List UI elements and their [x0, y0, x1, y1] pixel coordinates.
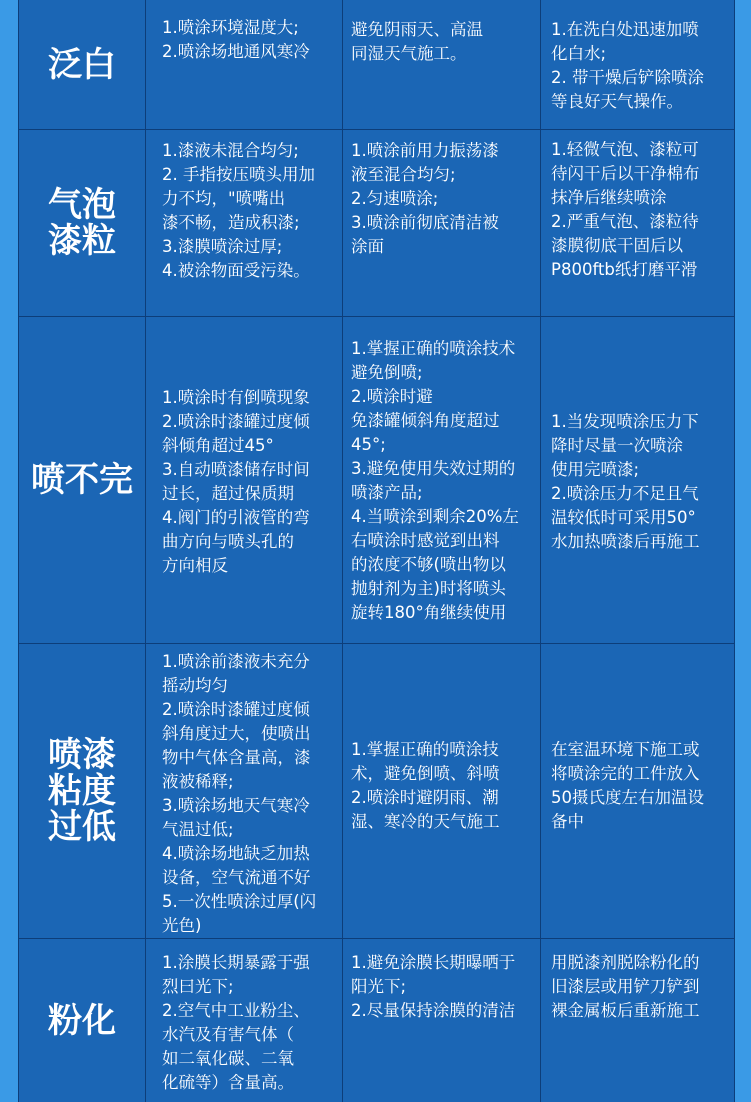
cause-cell: 1.涂膜长期暴露于强 烈曰光下; 2.空气中工业粉尘、 水汽及有害气体（ 如二氧化碳、二氧 化硫等）含量高。 [146, 939, 343, 1102]
remedy-cell: 1.在洗白处迅速加喷 化白水; 2. 带干燥后铲除喷涂 等良好天气操作。 [551, 20, 704, 111]
cause-cell: 1.喷涂环境湿度大; 2.喷涂场地通风寒冷 [146, 0, 343, 129]
remedy-cell: 在室温环境下施工或 将喷涂完的工件放入 50摄氏度左右加温设 备中 [551, 740, 704, 831]
remedy-cell: 用脱漆剂脱除粉化的 旧漆层或用铲刀铲到 裸金属板后重新施工 [551, 953, 700, 1020]
table-row [19, 939, 734, 1102]
prevention-cell: 1.掌握正确的喷涂技术 避免倒喷; 2.喷涂时避 免漆罐倾斜角度超过 45°; 3.避免使用失效过期的 喷漆产品; 4.当喷涂到剩余20%左 右喷涂时感觉到出料 的浓度不够(喷出物以 抛射剂为主)时将喷头 旋转180°角继续使用 [343, 317, 541, 643]
defect-table [18, 0, 735, 1102]
defect-name: 喷不完 [19, 317, 146, 643]
table-row [19, 317, 734, 644]
cause-cell: 1.漆液未混合均匀; 2. 手指按压喷头用加 力不均，"喷嘴出 漆不畅，造成积漆; 3.漆膜喷涂过厚; 4.被涂物面受污染。 [146, 130, 343, 316]
defect-name: 气泡 漆粒 [19, 130, 146, 316]
cause-cell: 1.喷涂时有倒喷现象 2.喷涂时漆罐过度倾 斜倾角超过45° 3.自动喷漆储存时间 过长，超过保质期 4.阀门的引液管的弯 曲方向与喷头孔的 方向相反 [146, 317, 343, 643]
defect-name: 泛白 [19, 0, 146, 129]
prevention-cell: 避免阴雨天、高温 同湿天气施工。 [343, 0, 541, 129]
prevention-cell: 1.喷涂前用力振荡漆 液至混合均匀; 2.匀速喷涂; 3.喷涂前彻底清洁被 涂面 [343, 130, 541, 316]
remedy-cell: 1.轻微气泡、漆粒可 待闪干后以干净棉布 抹净后继续喷涂 2.严重气泡、漆粒待 漆膜彻底干固后以 P800ftb纸打磨平滑 [551, 140, 700, 279]
prevention-cell: 1.掌握正确的喷涂技 术，避免倒喷、斜喷 2.喷涂时避阴雨、潮 湿、寒冷的天气施工 [343, 644, 541, 938]
table-row [19, 0, 734, 130]
remedy-cell: 1.当发现喷涂压力下 降时尽量一次喷涂 使用完喷漆; 2.喷涂压力不足且气 温较低时可采用50° 水加热喷漆后再施工 [551, 412, 700, 551]
prevention-cell: 1.避免涂膜长期曝晒于 阳光下; 2.尽量保持涂膜的清洁 [343, 939, 541, 1102]
table-row [19, 130, 734, 317]
defect-name: 喷漆 粘度 过低 [19, 644, 146, 938]
defect-name: 粉化 [19, 939, 146, 1102]
cause-cell: 1.喷涂前漆液未充分 摇动均匀 2.喷涂时漆罐过度倾 斜角度过大，使喷出 物中气体含量高，漆 液被稀释; 3.喷涂场地天气寒冷 气温过低; 4.喷涂场地缺乏加热 设备，空气流通不好 5.一次性喷涂过厚(闪 光色) [146, 644, 343, 938]
table-row [19, 644, 734, 939]
